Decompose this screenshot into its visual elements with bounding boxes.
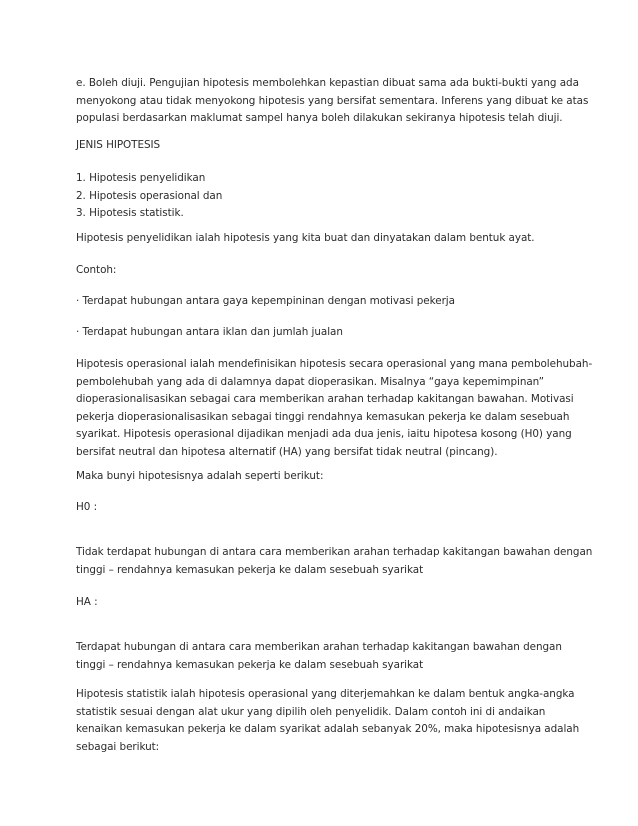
statistical-hypothesis-paragraph bbox=[76, 686, 580, 756]
text-line: tinggi – rendahnya kemasukan pekerja ke dalam sesebuah syarikat bbox=[76, 563, 424, 576]
text-line: pekerja dioperasionalisasikan sebagai tinggi rendahnya kemasukan pekerja ke dalam sesebuah bbox=[76, 410, 570, 423]
hypothesis-types-list bbox=[76, 170, 576, 223]
text-line: populasi berdasarkan maklumat sampel hanya boleh dilakukan sekiranya hipotesis telah diuji. bbox=[76, 112, 563, 125]
list-item: 2. Hipotesis operasional dan bbox=[76, 189, 223, 202]
text-line: syarikat. Hipotesis operasional dijadikan menjadi ada dua jenis, iaitu hipotesa kosong (H0) yang bbox=[76, 428, 572, 441]
list-item: 3. Hipotesis statistik. bbox=[76, 207, 184, 220]
text-line: e. Boleh diuji. Pengujian hipotesis membolehkan kepastian dibuat sama ada bukti-bukti yang ada bbox=[76, 77, 579, 89]
text-line: statistik sesuai dengan alat ukur yang dipilih oleh penyelidik. Dalam contoh ini di andaikan bbox=[76, 705, 546, 718]
text-line: bersifat neutral dan hipotesa alternatif (HA) yang bersifat tidak neutral (pincang). bbox=[76, 445, 498, 458]
text-line: Tidak terdapat hubungan di antara cara memberikan arahan terhadap kakitangan bawahan dengan bbox=[76, 546, 593, 558]
heading-text: JENIS HIPOTESIS bbox=[76, 139, 161, 151]
text-line: sebagai berikut: bbox=[76, 740, 160, 753]
h0-statement bbox=[76, 544, 593, 579]
text-line: Hipotesis operasional ialah mendefinisikan hipotesis secara operasional yang mana pembolehubah- bbox=[76, 358, 593, 370]
text-line: Contoh: bbox=[76, 264, 117, 276]
ha-statement bbox=[76, 639, 576, 674]
example-label bbox=[76, 262, 576, 280]
text-line: dioperasionalisasikan sebagai cara memberikan arahan terhadap kakitangan bawahan. Motivasi bbox=[76, 393, 574, 406]
text-line: menyokong atau tidak menyokong hipotesis yang bersifat sementara. Inferens yang dibuat ke atas bbox=[76, 94, 589, 107]
example-item bbox=[76, 324, 576, 342]
section-heading bbox=[76, 137, 576, 155]
hypothesis-intro bbox=[76, 468, 576, 486]
text-line: pembolehubah yang ada di dalamnya dapat dioperasikan. Misalnya “gaya kepemimpinan” bbox=[76, 375, 544, 388]
list-item: 1. Hipotesis penyelidikan bbox=[76, 172, 206, 184]
text-line: · Terdapat hubungan antara iklan dan jumlah jualan bbox=[76, 326, 343, 338]
operational-hypothesis-paragraph bbox=[76, 356, 593, 462]
text-line: Hipotesis penyelidikan ialah hipotesis yang kita buat dan dinyatakan dalam bentuk ayat. bbox=[76, 232, 535, 244]
text-line: · Terdapat hubungan antara gaya kepempininan dengan motivasi pekerja bbox=[76, 295, 455, 307]
example-item bbox=[76, 293, 576, 311]
text-line: Maka bunyi hipotesisnya adalah seperti berikut: bbox=[76, 470, 324, 482]
text-line: Terdapat hubungan di antara cara memberikan arahan terhadap kakitangan bawahan dengan bbox=[76, 641, 562, 653]
ha-label bbox=[76, 594, 576, 612]
text-line: HA : bbox=[76, 596, 98, 608]
h0-label bbox=[76, 499, 576, 517]
research-hypothesis-definition bbox=[76, 230, 576, 248]
text-line: Hipotesis statistik ialah hipotesis operasional yang diterjemahkan ke dalam bentuk angka-angka bbox=[76, 688, 575, 700]
text-line: kenaikan kemasukan pekerja ke dalam syarikat adalah sebanyak 20%, maka hipotesisnya adalah bbox=[76, 723, 580, 736]
text-line: tinggi – rendahnya kemasukan pekerja ke dalam sesebuah syarikat bbox=[76, 658, 424, 671]
intro-paragraph bbox=[76, 75, 589, 128]
text-line: H0 : bbox=[76, 501, 98, 513]
